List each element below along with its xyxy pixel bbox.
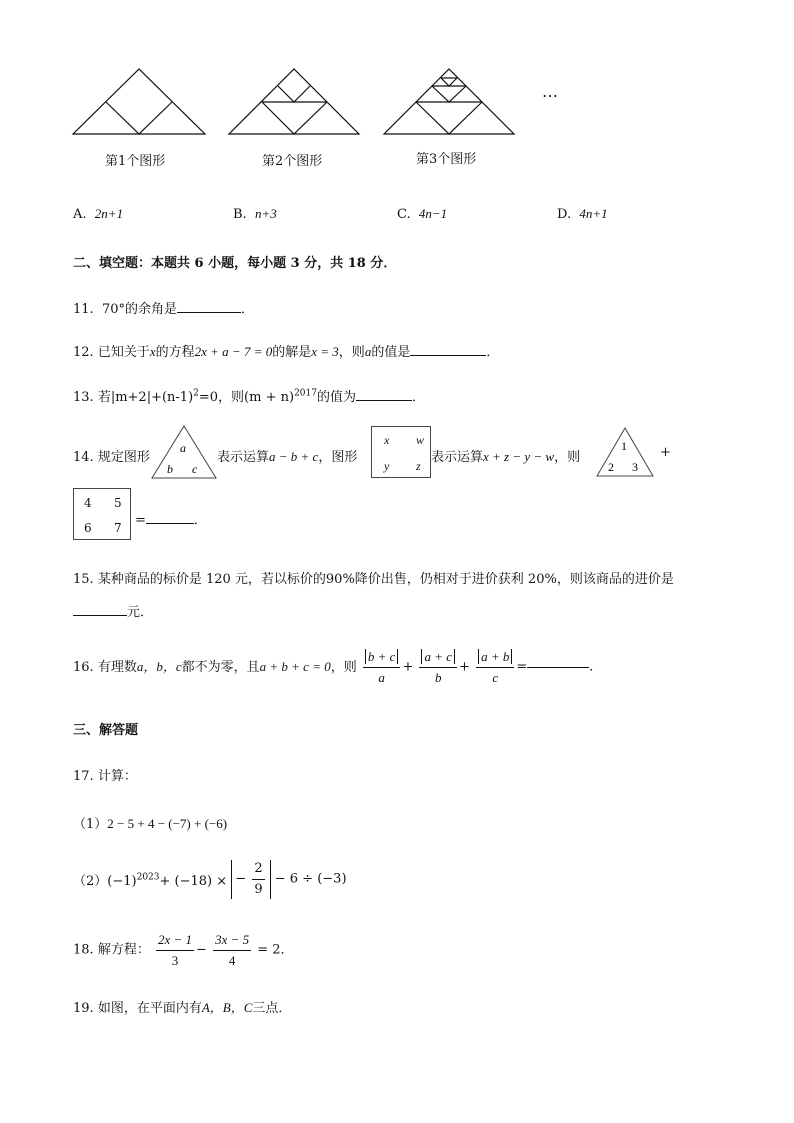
question-15: 15. 某种商品的标价是 120 元，若以标价的90%降价出售，仍相对于进价获利 20%，则该商品的进价是 (73, 572, 674, 587)
tri-b: b (167, 462, 173, 476)
ellipsis: … (542, 82, 558, 101)
tri-3: 3 (632, 460, 638, 474)
q14-op1: 表示运算a − b + c，图形 (217, 449, 358, 465)
answer-blank (146, 523, 194, 524)
option-a: A. 2n+1 (73, 206, 124, 222)
answer-blank (73, 615, 127, 616)
question-13: 13. 若$|m+2|+(n-1)^2=0$，则$(m + n)^{2017}$的值为 ． (73, 388, 425, 405)
section2-heading: 二、填空题：本题共 6 小题，每小题 3 分，共 18 分． (73, 256, 397, 271)
figure-3 (384, 69, 514, 134)
question-14-number: 14. 规定图形 (73, 450, 150, 465)
q14-op2: 表示运算x + z − y − w，则 (431, 449, 581, 465)
box-xywz: x w y z (371, 426, 431, 478)
answer-blank (410, 355, 486, 356)
tri-2: 2 (608, 460, 614, 474)
answer-blank (356, 400, 412, 401)
tri-c: c (192, 462, 198, 476)
question-11: 11. 70°的余角是 ． (73, 302, 255, 317)
answer-blank (527, 667, 589, 668)
figure-2 (229, 69, 359, 134)
tri-a: a (180, 441, 186, 455)
box-4567: 4 5 6 7 (73, 488, 131, 540)
figure-1 (73, 69, 205, 134)
tri-1: 1 (621, 439, 627, 453)
question-18: 18. 解方程： $\frac{2x - 1}{3}$ − $\frac{3x - 5}{4}$ = 2． (73, 932, 294, 968)
figure-1-caption: 第1个图形 (105, 154, 166, 169)
question-19: 19. 如图，在平面内有A，B，C三点． (73, 1000, 292, 1016)
q14-answer: = ． (135, 513, 207, 528)
option-d: D. 4n+1 (557, 206, 608, 222)
triangle-abc (150, 424, 218, 480)
answer-blank (177, 312, 241, 313)
triangle-figures (0, 60, 794, 210)
question-15-line2: 元． (73, 601, 153, 620)
q14-plus: + (660, 445, 671, 460)
question-17: 17. 计算： (73, 769, 137, 784)
triangle-123 (595, 426, 655, 478)
option-b: B. n+3 (233, 206, 277, 222)
section3-heading: 三、解答题 (73, 723, 139, 738)
question-17-part2: $(2)(-1)^{2023}+ (-18)$ × − $\frac{2}{9}$ − 6 ÷ (−3) (73, 861, 347, 897)
question-12: 12. 已知关于x的方程2x + a − 7 = 0的解是x = 3，则a的值是 ． (73, 344, 500, 360)
figure-2-caption: 第2个图形 (262, 154, 323, 169)
option-c: C. 4n−1 (397, 206, 448, 222)
figure-3-caption: 第3个图形 (416, 152, 477, 167)
question-17-part1: （1）2 − 5 + 4 − (−7) + (−6) (73, 816, 228, 832)
question-16: 16. 有理数a，b，c都不为零，且a + b + c = 0，则 $\frac{b + c}{a}$ + $\frac{a + c}{b}$ + $\frac{a + b}{c}$ = ． (73, 649, 603, 685)
